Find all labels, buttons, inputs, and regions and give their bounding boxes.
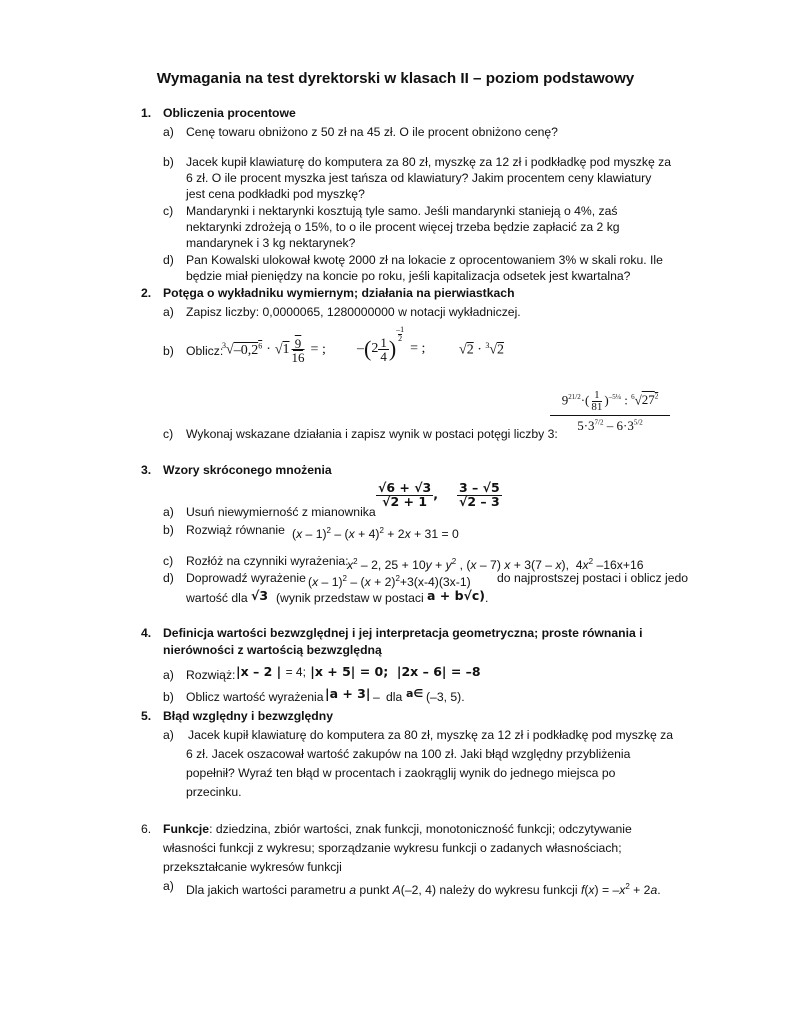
item-label: b)	[163, 344, 174, 358]
item-text: Mandarynki i nektarynki kosztują tyle samo. Jeśli mandarynki stanieją o 4%, zaś	[186, 204, 618, 218]
item-text: (wynik przedstaw w postaci	[276, 591, 424, 605]
item-text: Oblicz:	[186, 344, 224, 358]
section-heading: Potęga o wykładniku wymiernym; działania na pierwiastkach	[163, 286, 515, 300]
item-text: Doprowadź wyrażenie	[186, 571, 306, 585]
item-label: c)	[163, 204, 174, 218]
abs-equations-image: |x – 2 | = 4; |x + 5| = 0; |2x – 6| = –8	[236, 664, 481, 679]
item-label: a)	[163, 305, 174, 319]
section-heading: nierówności z wartością bezwzględną	[163, 643, 382, 657]
section-number: 2.	[141, 286, 152, 300]
item-text: Rozwiąż równanie	[186, 523, 285, 537]
sqrt3-image: √3	[251, 588, 269, 603]
item-text: .	[485, 591, 489, 605]
item-text: do najprostszej postaci i oblicz jedo	[497, 571, 689, 585]
section-heading: Wzory skróconego mnożenia	[163, 463, 332, 477]
section-number: 4.	[141, 626, 152, 640]
math-expression-fraction: $9^{21/2}\cdot$( $\frac{1}{81}$ )$^{-5\frac{1}{4}}$ : $^6√27^2$ $5\cdot 3^{7/2} - 6\cdot 3^{5/2}$	[550, 390, 670, 434]
item-text: dla	[386, 690, 403, 704]
item-label: a)	[163, 879, 174, 893]
equation: $(x - 1)^2 - (x + 4)^2 + 2x + 31 = 0$	[292, 526, 459, 542]
a-in-image: a∈	[406, 687, 424, 700]
item-text: jest cena podkładki pod myszkę?	[186, 187, 365, 201]
item-text: mandarynek i 3 kg nektarynek?	[186, 236, 356, 250]
interval: (–3, 5).	[426, 690, 465, 704]
item-text: Jacek kupił klawiaturę do komputera za 80 zł, myszkę za 12 zł i podkładkę pod myszkę za	[186, 155, 672, 169]
math-expression-product: √2 · $^3$√2	[459, 341, 505, 358]
section-heading: Definicja wartości bezwzględnej i jej interpretacja geometryczna; proste równania i	[163, 626, 643, 640]
item-text: (–2, 4) należy do wykresu funkcji	[400, 883, 578, 898]
item-text: Usuń niewymierność z mianownika	[186, 505, 376, 519]
section-heading: Obliczenia procentowe	[163, 106, 296, 120]
item-label: c)	[163, 427, 174, 441]
item-text: Dla jakich wartości parametru	[186, 883, 346, 898]
item-text: Zapisz liczby: 0,0000065, 1280000000 w notacji wykładniczej.	[186, 305, 521, 319]
item-text: będzie miał pieniędzy na koncie po roku, jeśli kapitalizacja odsetek jest kwartalna?	[186, 269, 631, 283]
math-expression-power: – ( 2 $\frac{1}{4}$ ) $\frac{-1}{2}$ = ;	[357, 325, 426, 364]
item-text: Rozwiąż:	[186, 668, 236, 682]
item-text: –	[373, 690, 380, 704]
section-text: przekształcanie wykresów funkcji	[163, 860, 342, 874]
item-text: 6 zł. Jacek oszacował wartość zakupów na 100 zł. Jaki błąd względny przybliżenia	[186, 747, 631, 761]
expressions: $x^2 - 2$, $25 + 10y + y^2$ , (x – 7) x + 3(7 – x), $4x^2$ –16x+16	[347, 557, 644, 573]
section-number: 1.	[141, 106, 152, 120]
item-text: punkt	[359, 883, 390, 898]
expression: $(x - 1)^2 - (x + 2)^2+3(x-4)(3x-1)$	[308, 574, 471, 590]
item-text: przecinku.	[186, 785, 242, 799]
item-text: .	[657, 883, 661, 898]
abs-expression-image: |a + 3|	[325, 686, 371, 701]
item-text: 6 zł. O ile procent myszka jest tańsza od klawiatury? Jakim procentem ceny klawiatury	[186, 171, 652, 185]
item-label: b)	[163, 155, 174, 169]
item-label: d)	[163, 571, 174, 585]
section-number: 6.	[141, 822, 152, 836]
section-text: własności funkcji z wykresu; sporządzanie wykresu funkcji o zadanych własnościach;	[163, 841, 622, 855]
math-expression-roots: $^3√-0,2^6$ · √1 $\frac{9}{16}$ = ;	[222, 335, 326, 365]
item-text-line: Dla jakich wartości parametru a punkt A(–2, 4) należy do wykresu funkcji $f(x) = -x^2 + 2a$.	[186, 882, 661, 898]
item-text: nektarynki zdrożeją o 15%, to o ile procent więcej trzeba będzie zapłacić za 2 kg	[186, 220, 620, 234]
section-number: 5.	[141, 709, 152, 723]
item-label: d)	[163, 253, 174, 267]
item-label: c)	[163, 554, 174, 568]
item-text: Wykonaj wskazane działania i zapisz wynik w postaci potęgi liczby 3:	[186, 427, 558, 441]
item-label: a)	[163, 505, 174, 519]
section-heading: Błąd względny i bezwzględny	[163, 709, 333, 723]
fraction-image-2: $\frac{3 - √5}{√2 - 3}$	[459, 480, 500, 509]
item-text: Jacek kupił klawiaturę do komputera za 80 zł, myszkę za 12 zł i podkładkę pod myszkę za	[188, 728, 674, 742]
item-text: wartość dla	[186, 591, 248, 605]
section-heading: Funkcje	[163, 822, 210, 836]
page-title: Wymagania na test dyrektorski w klasach II – poziom podstawowy	[156, 70, 635, 87]
fraction-image-1: $\frac{√6 + √3}{√2 + 1}$ ,	[378, 480, 438, 509]
item-text: popełnił? Wyraź ten błąd w procentach i zaokrąglij wynik do jednego miejsca po	[186, 766, 616, 780]
item-label: a)	[163, 728, 174, 742]
item-label: a)	[163, 668, 174, 682]
section-text: : dziedzina, zbiór wartości, znak funkcji, monotoniczność funkcji; odczytywanie	[209, 822, 632, 836]
form-image: a + b√c)	[427, 588, 486, 603]
item-label: b)	[163, 523, 174, 537]
item-text: Rozłóż na czynniki wyrażenia:	[186, 554, 349, 568]
item-text: Cenę towaru obniżono z 50 zł na 45 zł. O ile procent obniżono cenę?	[186, 125, 558, 139]
item-text: Pan Kowalski ulokował kwotę 2000 zł na lokacie z oprocentowaniem 3% w skali roku. Ile	[186, 253, 663, 267]
section-heading-line	[163, 822, 632, 837]
item-text: Oblicz wartość wyrażenia	[186, 690, 324, 704]
item-label: a)	[163, 125, 174, 139]
section-number: 3.	[141, 463, 152, 477]
item-label: b)	[163, 690, 174, 704]
